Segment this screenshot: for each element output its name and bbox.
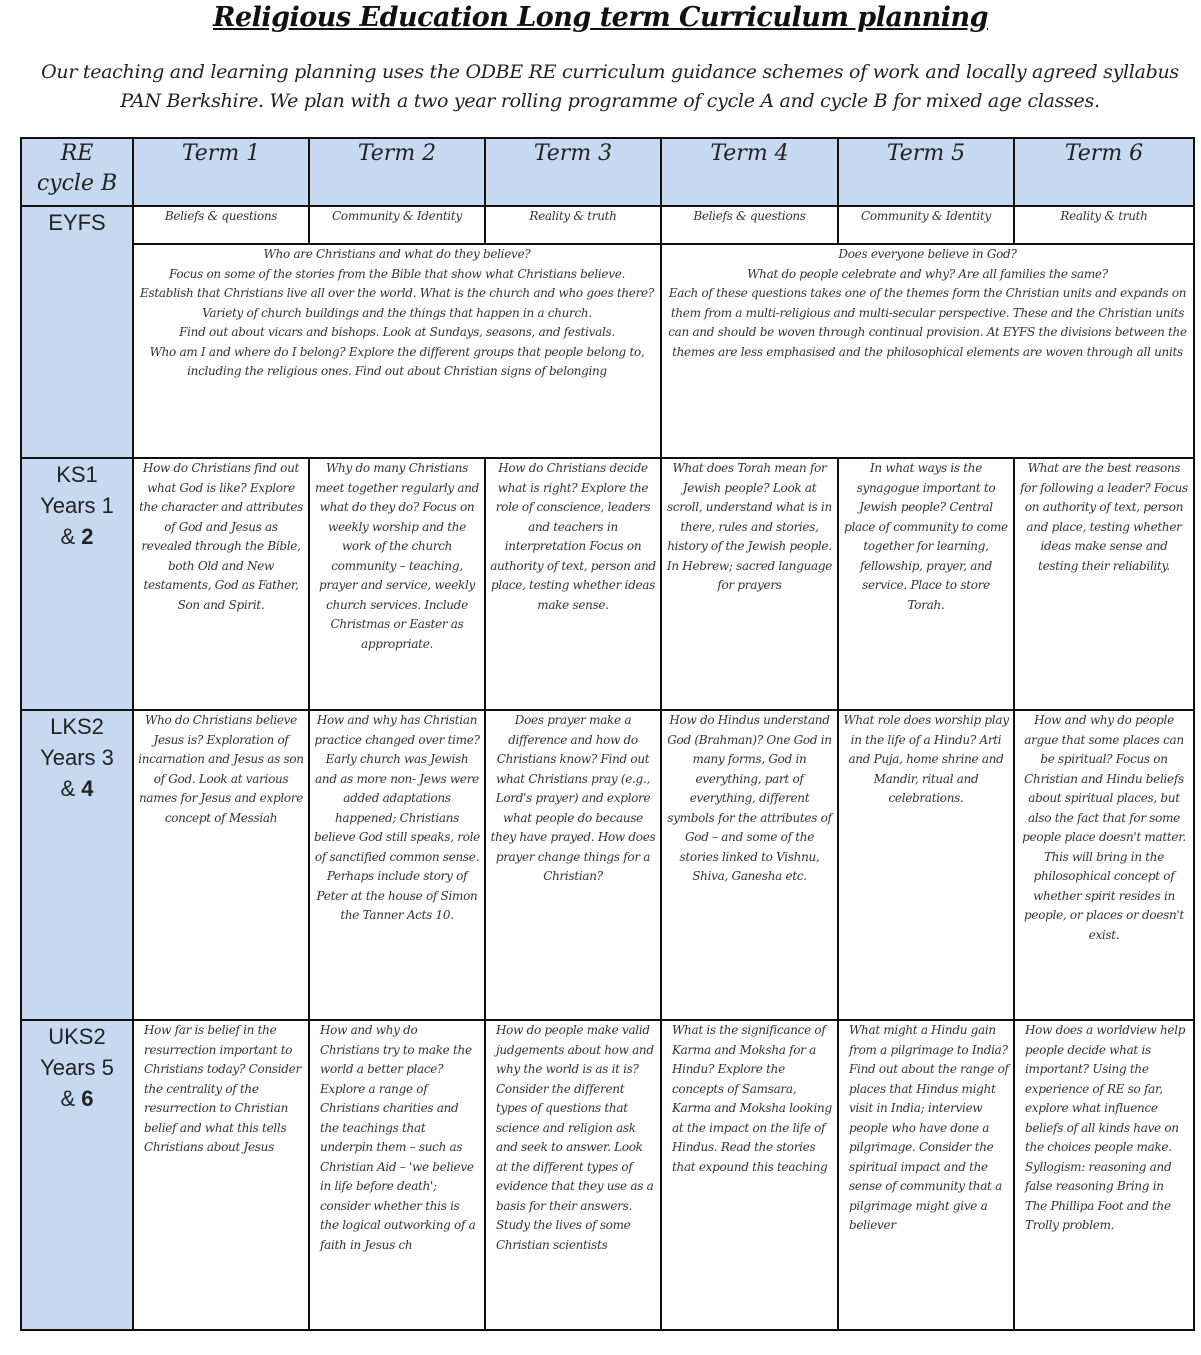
theme-cell: Beliefs & questions xyxy=(661,206,838,244)
theme-cell: Reality & truth xyxy=(485,206,661,244)
years-label: Years 3 xyxy=(40,745,114,770)
ampersand: & xyxy=(60,524,76,549)
eyfs-label: EYFS xyxy=(48,210,106,235)
years-suffix xyxy=(26,1083,128,1114)
row-label-lks2 xyxy=(21,710,133,1020)
eyfs-content-row xyxy=(21,244,1194,458)
unit-cell: How and why do people argue that some places can be spiritual? Focus on Christian and Hindu beliefs about spiritual places, but also the fact that for some people place doesn't matter. This will bring in the philosophical concept of whether spirit resides in people, or places or doesn't exist. xyxy=(1014,710,1194,1020)
key-stage-label: LKS2 xyxy=(50,714,104,739)
unit-cell: How do people make valid judgements about how and why the world is as it is? Consider the different types of questions that science and religion ask and seek to answer. Look at the different types of evidence that they use as a basis for their answers. Study the lives of some Christian scientists xyxy=(485,1020,661,1330)
eyfs-line: What do people celebrate and why? Are all families the same? xyxy=(747,266,1108,281)
corner-header xyxy=(21,138,133,206)
term-header: Term 3 xyxy=(485,138,661,206)
corner-label-re: RE xyxy=(60,141,94,166)
unit-cell: Who do Christians believe Jesus is? Exploration of incarnation and Jesus as son of God. Look at various names for Jesus and explore concept of Messiah xyxy=(133,710,309,1020)
row-label-uks2 xyxy=(21,1020,133,1330)
unit-cell: How do Christians decide what is right? Explore the role of conscience, leaders and teachers in interpretation Focus on authority of text, person and place, testing whether ideas make sense. xyxy=(485,458,661,710)
year-number: 4 xyxy=(81,776,94,801)
unit-cell: How do Christians find out what God is like? Explore the character and attributes of God and Jesus as revealed through the Bible, both Old and New testaments, God as Father, Son and Spirit. xyxy=(133,458,309,710)
theme-cell: Community & Identity xyxy=(309,206,485,244)
term-header: Term 2 xyxy=(309,138,485,206)
curriculum-table xyxy=(20,137,1195,1331)
eyfs-line: Who am I and where do I belong? Explore the different groups that people belong to, including the religious ones. Find out about Christian signs of belonging xyxy=(149,344,645,378)
unit-cell: Why do many Christians meet together regularly and what do they do? Focus on weekly worship and the work of the church community – teaching, prayer and service, weekly church services. Include Christmas or Easter as appropriate. xyxy=(309,458,485,710)
eyfs-second-half-cell xyxy=(661,244,1194,458)
theme-cell: Beliefs & questions xyxy=(133,206,309,244)
year-number: 6 xyxy=(81,1086,94,1111)
unit-cell: What role does worship play in the life of a Hindu? Arti and Puja, home shrine and Mandir, ritual and celebrations. xyxy=(838,710,1014,1020)
unit-cell: What might a Hindu gain from a pilgrimage to India? Find out about the range of places that Hindus might visit in India; interview people who have done a pilgrimage. Consider the spiritual impact and the sense of community that a pilgrimage might give a believer xyxy=(838,1020,1014,1330)
unit-cell: How does a worldview help people decide what is important? Using the experience of RE so far, explore what influence beliefs of all kinds have on the choices people make. Syllogism: reasoning and false reasoning Bring in The Phillipa Foot and the Trolly problem. xyxy=(1014,1020,1194,1330)
eyfs-theme-row xyxy=(21,206,1194,244)
unit-cell: In what ways is the synagogue important to Jewish people? Central place of community to come together for learning, fellowship, prayer, and service. Place to store Torah. xyxy=(838,458,1014,710)
theme-cell: Reality & truth xyxy=(1014,206,1194,244)
year-number: 2 xyxy=(81,524,94,549)
page-title: Religious Education Long term Curriculum planning xyxy=(213,2,988,33)
header-row xyxy=(21,138,1194,206)
unit-cell: How do Hindus understand God (Brahman)? One God in many forms, God in everything, part of everything, different symbols for the attributes of God – and some of the stories linked to Vishnu, Shiva, Ganesha etc. xyxy=(661,710,838,1020)
key-stage-label: UKS2 xyxy=(48,1024,106,1049)
unit-cell: How far is belief in the resurrection important to Christians today? Consider the centrality of the resurrection to Christian belief and what this tells Christians about Jesus xyxy=(133,1020,309,1330)
years-suffix xyxy=(26,773,128,804)
unit-cell: What does Torah mean for Jewish people? Look at scroll, understand what is in there, rules and stories, history of the Jewish people. In Hebrew; sacred language for prayers xyxy=(661,458,838,710)
eyfs-first-half-cell xyxy=(133,244,661,458)
eyfs-line: Variety of church buildings and the things that happen in a church. xyxy=(202,305,592,320)
row-label-eyfs xyxy=(21,206,133,458)
row-label-ks1 xyxy=(21,458,133,710)
term-header: Term 4 xyxy=(661,138,838,206)
unit-cell: How and why has Christian practice changed over time? Early church was Jewish and as more non- Jews were added adaptations happened; Christians believe God still speaks, role of sanctified common sense. Perhaps include story of Peter at the house of Simon the Tanner Acts 10. xyxy=(309,710,485,1020)
unit-cell: What are the best reasons for following a leader? Focus on authority of text, person and place, testing whether ideas make sense and testing their reliability. xyxy=(1014,458,1194,710)
ks1-row xyxy=(21,458,1194,710)
term-header: Term 5 xyxy=(838,138,1014,206)
eyfs-line: Does everyone believe in God? xyxy=(838,247,1017,261)
eyfs-line: Establish that Christians live all over the world. What is the church and who goes there? xyxy=(140,286,654,300)
theme-cell: Community & Identity xyxy=(838,206,1014,244)
years-label: Years 5 xyxy=(40,1055,114,1080)
ampersand: & xyxy=(60,776,76,801)
term-header: Term 6 xyxy=(1014,138,1194,206)
unit-cell: How and why do Christians try to make the world a better place? Explore a range of Christians charities and the teachings that underpin them – such as Christian Aid – 'we believe in life before death'; consider whether this is the logical outworking of a faith in Jesus ch xyxy=(309,1020,485,1330)
lks2-row xyxy=(21,710,1194,1020)
intro-paragraph: Our teaching and learning planning uses the ODBE RE curriculum guidance schemes of work and locally agreed syllabus PAN Berkshire. We plan with a two year rolling programme of cycle A and cycle B for mixed age classes. xyxy=(41,61,1179,112)
eyfs-line: Each of these questions takes one of the themes form the Christian units and expands on them from a multi-religious and multi-secular perspective. These and the Christian units can and should be woven through continual provision. At EYFS the divisions between the themes are less emphasised and the philosophical elements are woven through all units xyxy=(668,286,1187,359)
key-stage-label: KS1 xyxy=(56,462,98,487)
corner-label-cycle: cycle B xyxy=(36,171,118,196)
years-suffix xyxy=(26,521,128,552)
uks2-row xyxy=(21,1020,1194,1330)
ampersand: & xyxy=(60,1086,76,1111)
eyfs-line: Focus on some of the stories from the Bible that show what Christians believe. xyxy=(168,266,626,281)
unit-cell: Does prayer make a difference and how do Christians know? Find out what Christians pray (e.g., Lord's prayer) and explore what people do because they have prayed. How does prayer change things for a Christian? xyxy=(485,710,661,1020)
unit-cell: What is the significance of Karma and Moksha for a Hindu? Explore the concepts of Samsara, Karma and Moksha looking at the impact on the life of Hindus. Read the stories that expound this teaching xyxy=(661,1020,838,1330)
term-header: Term 1 xyxy=(133,138,309,206)
eyfs-line: Who are Christians and what do they believe? xyxy=(263,247,531,261)
years-label: Years 1 xyxy=(40,493,114,518)
eyfs-line: Find out about vicars and bishops. Look at Sundays, seasons, and festivals. xyxy=(179,325,615,339)
